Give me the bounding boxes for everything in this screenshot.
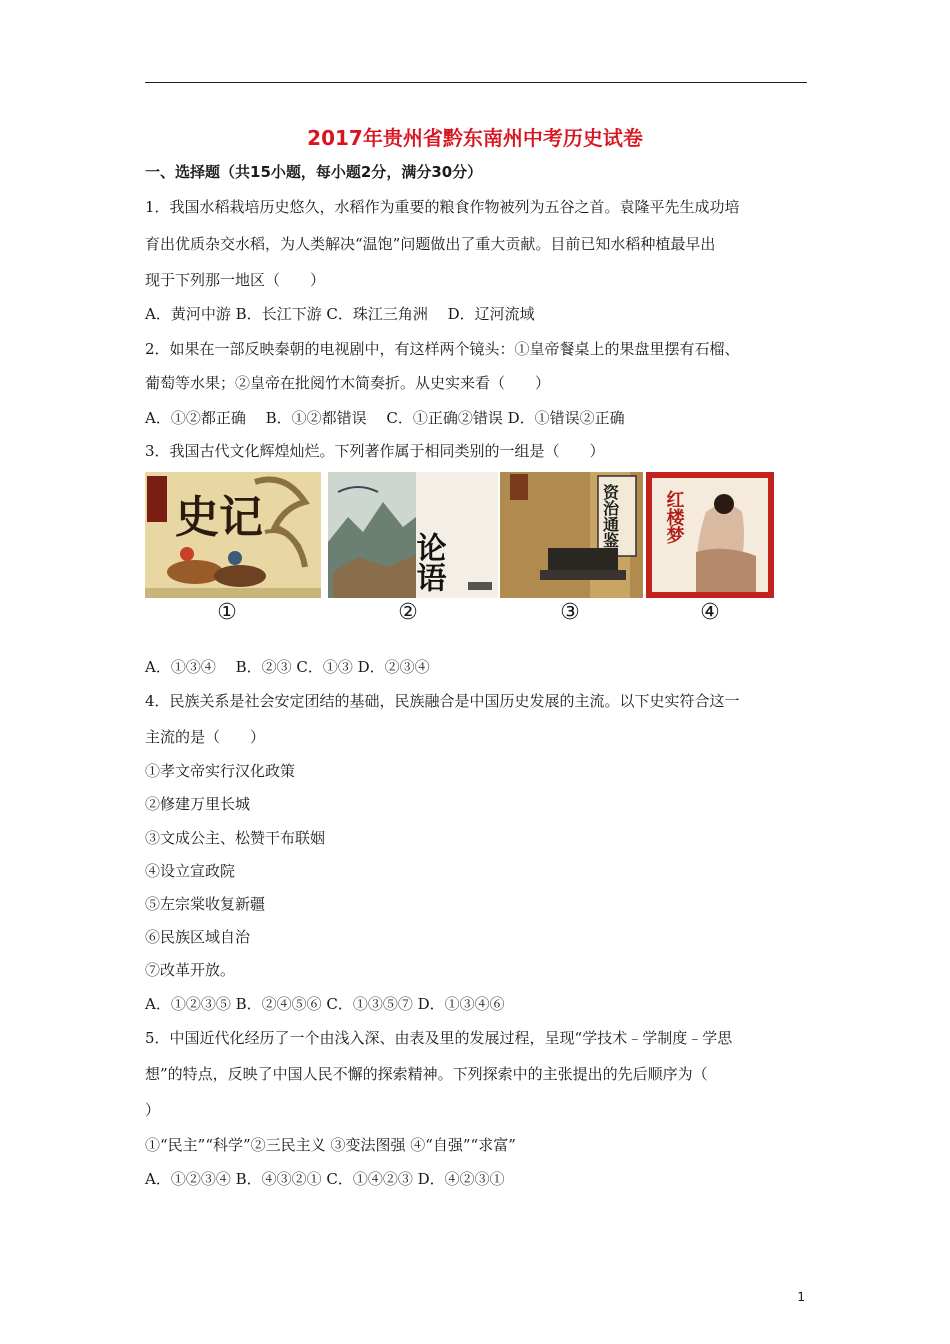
q2-line-2: 葡萄等水果；②皇帝在批阅竹木简奏折。从史实来看（ ） [145,374,551,392]
book-cover-lunyu [328,472,498,598]
q1-options: A．黄河中游 B．长江下游 C．珠江三角洲 D．辽河流域 [145,305,535,323]
q4-item-4: ④设立宣政院 [145,862,236,880]
cover-title-hongloumeng: 红楼梦 [663,490,685,544]
q4-item-5: ⑤左宗棠收复新疆 [145,895,266,913]
book-cover-hongloumeng [646,472,774,598]
book-cover-shiji [145,472,321,598]
q5-options: A．①②③④ B．④③②① C．①④②③ D．④②③① [145,1170,505,1188]
q3-options: A．①③④ B．②③ C．①③ D．②③④ [145,658,430,676]
book-cover-zizhitongjian [500,472,643,598]
cover-title-zizhitongjian: 资治通鉴 [600,484,620,548]
figure-label-4: ④ [700,600,720,625]
q2-options: A．①②都正确 B．①②都错误 C．①正确②错误 D．①错误②正确 [145,409,625,427]
page-title: 2017年贵州省黔东南州中考历史试卷 [307,126,643,150]
figure-label-2: ② [398,600,418,625]
section-heading: 一、选择题（共15小题，每小题2分，满分30分） [145,163,483,181]
figure-label-3: ③ [560,600,580,625]
q5-line-1: 5．中国近代化经历了一个由浅入深、由表及里的发展过程，呈现“学技术﹣学制度﹣学思 [145,1029,733,1047]
cover-title-lunyu: 论语 [410,532,446,592]
q4-item-1: ①孝文帝实行汉化政策 [145,762,296,780]
q4-item-2: ②修建万里长城 [145,795,251,813]
q3-line-1: 3．我国古代文化辉煌灿烂。下列著作属于相同类别的一组是（ ） [145,442,605,460]
q5-line-3: ） [145,1101,161,1119]
q4-item-3: ③文成公主、松赞干布联姻 [145,829,326,847]
q1-line-3: 现于下列那一地区（ ） [145,271,326,289]
q1-line-2: 育出优质杂交水稻，为人类解决“温饱”问题做出了重大贡献。目前已知水稻种植最早出 [145,235,716,253]
q2-line-1: 2．如果在一部反映秦朝的电视剧中，有这样两个镜头：①皇帝餐桌上的果盘里摆有石榴、 [145,340,740,358]
figure-label-1: ① [217,600,237,625]
header-rule [145,82,807,83]
q4-options: A．①②③⑤ B．②④⑤⑥ C．①③⑤⑦ D．①③④⑥ [145,995,505,1013]
q1-line-1: 1．我国水稻栽培历史悠久，水稻作为重要的粮食作物被列为五谷之首。袁隆平先生成功培 [145,198,740,216]
cover-title-shiji: 史记 [175,492,263,543]
q4-line-1: 4．民族关系是社会安定团结的基础，民族融合是中国历史发展的主流。以下史实符合这一 [145,692,740,710]
q4-item-6: ⑥民族区域自治 [145,928,251,946]
q5-line-2: 想”的特点，反映了中国人民不懈的探索精神。下列探索中的主张提出的先后顺序为（ [145,1065,708,1083]
q4-item-7: ⑦改革开放。 [145,961,236,979]
page-number: 1 [797,1290,805,1304]
q4-line-2: 主流的是（ ） [145,728,266,746]
q5-items: ①“民主”“科学”②三民主义 ③变法图强 ④“自强”“求富” [145,1136,516,1154]
q3-book-covers [145,472,807,627]
